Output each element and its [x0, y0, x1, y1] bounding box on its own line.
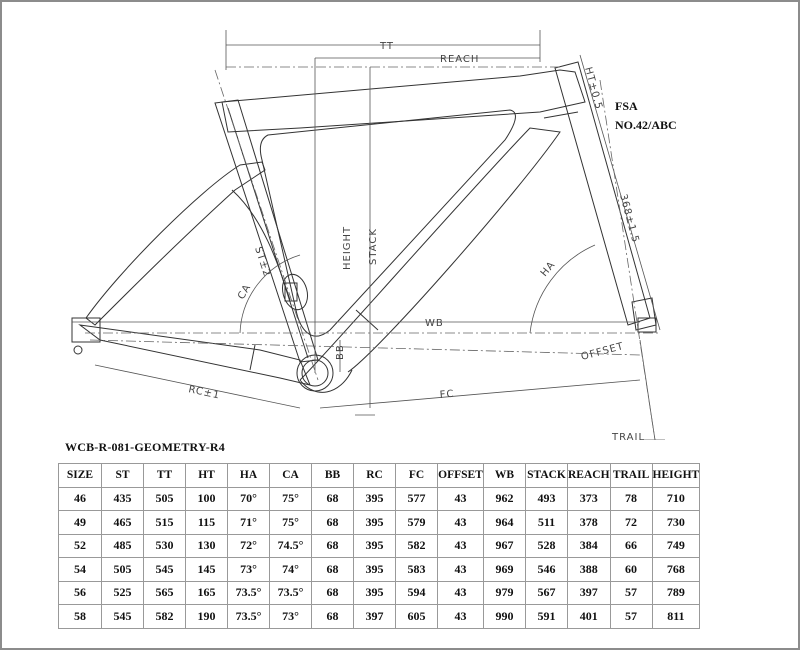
cell-ht: 190: [186, 605, 228, 629]
cell-bb: 68: [312, 558, 354, 582]
cell-fc: 577: [396, 487, 438, 511]
cell-trail: 57: [610, 581, 652, 605]
label-height: HEIGHT: [342, 225, 353, 270]
headset-brand: FSA: [615, 99, 638, 113]
cell-fc: 594: [396, 581, 438, 605]
column-header-height: HEIGHT: [652, 464, 700, 488]
column-header-offset: OFFSET: [438, 464, 484, 488]
cell-fc: 582: [396, 534, 438, 558]
column-header-tt: TT: [144, 464, 186, 488]
cell-offset: 43: [438, 511, 484, 535]
cell-stack: 493: [526, 487, 568, 511]
cell-st: 525: [102, 581, 144, 605]
cell-wb: 990: [484, 605, 526, 629]
cell-ha: 71°: [228, 511, 270, 535]
top-tube: [222, 70, 585, 132]
cell-rc: 397: [354, 605, 396, 629]
cell-size: 54: [59, 558, 102, 582]
headset-standard: NO.42/ABC: [615, 118, 677, 132]
label-reach: REACH: [440, 54, 480, 65]
table-row: [59, 487, 700, 511]
cell-bb: 68: [312, 487, 354, 511]
cell-tt: 565: [144, 581, 186, 605]
geometry-table: [58, 463, 700, 629]
cell-st: 485: [102, 534, 144, 558]
seat-stay: [86, 162, 265, 325]
label-ca: CA: [236, 282, 254, 302]
table-row: [59, 605, 700, 629]
cell-reach: 388: [568, 558, 611, 582]
cell-ht: 145: [186, 558, 228, 582]
ha-arc: [530, 245, 595, 333]
cell-trail: 60: [610, 558, 652, 582]
table-row: [59, 558, 700, 582]
cell-stack: 567: [526, 581, 568, 605]
cell-tt: 515: [144, 511, 186, 535]
table-row: [59, 581, 700, 605]
cell-offset: 43: [438, 558, 484, 582]
cell-st: 505: [102, 558, 144, 582]
cell-ha: 73.5°: [228, 605, 270, 629]
cell-size: 58: [59, 605, 102, 629]
cell-trail: 57: [610, 605, 652, 629]
cell-rc: 395: [354, 511, 396, 535]
label-wb: WB: [425, 318, 444, 329]
cell-trail: 72: [610, 511, 652, 535]
column-header-fc: FC: [396, 464, 438, 488]
fc-dimension-line: [320, 380, 640, 408]
cell-wb: 967: [484, 534, 526, 558]
cell-ht: 115: [186, 511, 228, 535]
cell-fc: 605: [396, 605, 438, 629]
cell-height: 811: [652, 605, 700, 629]
label-tt: TT: [380, 41, 395, 52]
cell-rc: 395: [354, 487, 396, 511]
cell-trail: 78: [610, 487, 652, 511]
column-header-bb: BB: [312, 464, 354, 488]
cell-tt: 582: [144, 605, 186, 629]
cell-size: 49: [59, 511, 102, 535]
cell-height: 768: [652, 558, 700, 582]
cell-reach: 378: [568, 511, 611, 535]
column-header-ca: CA: [270, 464, 312, 488]
cell-size: 52: [59, 534, 102, 558]
cell-wb: 969: [484, 558, 526, 582]
cell-fc: 579: [396, 511, 438, 535]
column-header-rc: RC: [354, 464, 396, 488]
column-header-st: ST: [102, 464, 144, 488]
cell-st: 435: [102, 487, 144, 511]
label-trail: TRAIL: [612, 432, 646, 440]
column-header-stack: STACK: [526, 464, 568, 488]
cell-stack: 591: [526, 605, 568, 629]
cell-fc: 583: [396, 558, 438, 582]
cell-ht: 130: [186, 534, 228, 558]
front-triangle-inner: [260, 110, 515, 336]
table-header-row: [59, 464, 700, 488]
cell-ca: 75°: [270, 487, 312, 511]
seat-tube: [215, 100, 318, 362]
cell-bb: 68: [312, 581, 354, 605]
cell-offset: 43: [438, 605, 484, 629]
cell-size: 46: [59, 487, 102, 511]
cell-st: 465: [102, 511, 144, 535]
cell-reach: 384: [568, 534, 611, 558]
chain-stay: [80, 325, 310, 385]
front-dropout: [638, 318, 656, 332]
cell-ca: 73°: [270, 605, 312, 629]
cell-bb: 68: [312, 534, 354, 558]
cell-stack: 528: [526, 534, 568, 558]
column-header-wb: WB: [484, 464, 526, 488]
column-header-reach: REACH: [568, 464, 611, 488]
cell-size: 56: [59, 581, 102, 605]
cell-tt: 545: [144, 558, 186, 582]
cell-offset: 43: [438, 581, 484, 605]
cell-wb: 964: [484, 511, 526, 535]
cell-ha: 73°: [228, 558, 270, 582]
label-ha: HA: [538, 259, 558, 279]
label-offset: OFFSET: [579, 340, 626, 363]
cell-ca: 74.5°: [270, 534, 312, 558]
column-header-ht: HT: [186, 464, 228, 488]
cell-height: 710: [652, 487, 700, 511]
label-fc: FC: [439, 388, 455, 401]
cell-ha: 73.5°: [228, 581, 270, 605]
label-ht: HT±0.5: [582, 65, 605, 112]
cell-wb: 962: [484, 487, 526, 511]
cell-reach: 373: [568, 487, 611, 511]
cell-ht: 100: [186, 487, 228, 511]
cell-stack: 546: [526, 558, 568, 582]
cell-tt: 505: [144, 487, 186, 511]
down-tube: [300, 128, 560, 380]
cell-bb: 68: [312, 605, 354, 629]
cell-rc: 395: [354, 581, 396, 605]
cell-height: 749: [652, 534, 700, 558]
table-body: [59, 487, 700, 628]
column-header-trail: TRAIL: [610, 464, 652, 488]
cell-st: 545: [102, 605, 144, 629]
cell-ha: 72°: [228, 534, 270, 558]
cell-offset: 43: [438, 487, 484, 511]
cell-ca: 75°: [270, 511, 312, 535]
cell-tt: 530: [144, 534, 186, 558]
cell-bb: 68: [312, 511, 354, 535]
cell-rc: 395: [354, 534, 396, 558]
cell-reach: 401: [568, 605, 611, 629]
cell-stack: 511: [526, 511, 568, 535]
cell-ha: 70°: [228, 487, 270, 511]
cell-height: 789: [652, 581, 700, 605]
table-row: [59, 511, 700, 535]
label-rc: RC±1: [187, 384, 222, 402]
table-row: [59, 534, 700, 558]
column-header-size: SIZE: [59, 464, 102, 488]
cell-reach: 397: [568, 581, 611, 605]
cell-ca: 73.5°: [270, 581, 312, 605]
cell-ht: 165: [186, 581, 228, 605]
column-header-ha: HA: [228, 464, 270, 488]
label-st: ST±2: [252, 245, 273, 279]
label-fork-length: 368±1.5: [617, 192, 641, 245]
cell-offset: 43: [438, 534, 484, 558]
cell-rc: 395: [354, 558, 396, 582]
model-title: WCB-R-081-GEOMETRY-R4: [65, 440, 226, 454]
label-stack: STACK: [368, 228, 379, 265]
cell-ca: 74°: [270, 558, 312, 582]
label-bb: BB: [335, 344, 346, 360]
cell-trail: 66: [610, 534, 652, 558]
cell-height: 730: [652, 511, 700, 535]
headset-spec-note: [615, 97, 677, 135]
cell-wb: 979: [484, 581, 526, 605]
